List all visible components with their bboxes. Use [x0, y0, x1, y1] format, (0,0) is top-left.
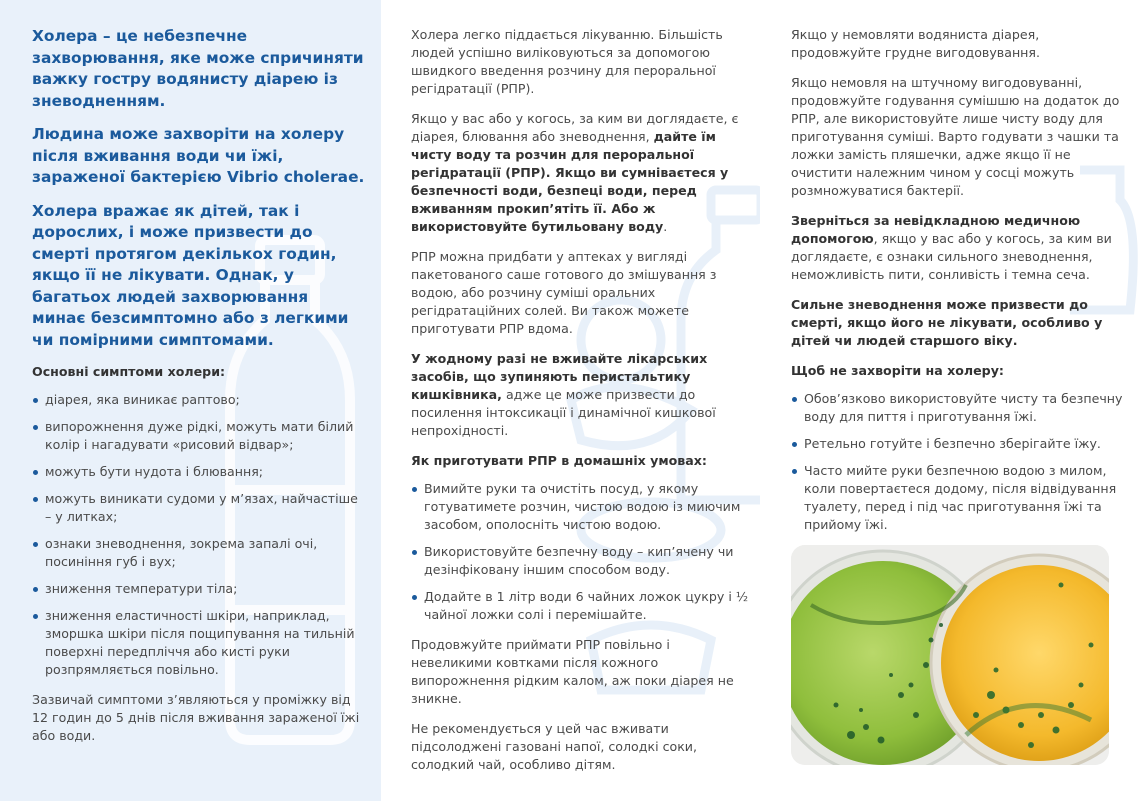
list-item: зниження еластичності шкіри, наприклад, зморшка шкіри після пощипування на тильній поверхні передпліччя або кисті руки розпрямляється повільно. [32, 607, 365, 679]
breastfeeding-text: Якщо у немовляти водяниста діарея, продовжуйте грудне вигодовування. [791, 27, 1040, 60]
intro-lead-3: Холера вражає як дітей, так і дорослих, і може призвести до смерті протягом декількох годин, якщо її не лікувати. Однак, у багатьох людей захворювання минає безсимптомно або з легкими чи помірними симптомами. [32, 201, 349, 349]
treatment-intro: Холера легко піддається лікуванню. Більшість людей успішно виліковуються за допомогою швидкого введення розчину для пероральної регідратації (РПР). [411, 27, 723, 96]
seek-care-paragraph [791, 212, 1129, 284]
list-item: Використовуйте безпечну воду – кип’ячену чи дезінфіковану іншим способом воду. [411, 543, 750, 579]
dehydration-warning [791, 296, 1129, 350]
list-item: Вимийте руки та очистіть посуд, у якому готуватимете розчин, чистою водою із миючим засобом, ополосніть чистою водою. [411, 480, 750, 534]
list-item: Ретельно готуйте і безпечно зберігайте їжу. [791, 435, 1129, 453]
list-item: можуть бути нудота і блювання; [32, 463, 365, 481]
prevention-heading: Щоб не захворіти на холеру: [791, 363, 1004, 378]
care-paragraph [411, 110, 750, 236]
list-item: Додайте в 1 літр води 6 чайних ложок цукру і ½ чайної ложки солі і перемішайте. [411, 588, 750, 624]
list-item: діарея, яка виникає раптово; [32, 391, 365, 409]
warning-emphasis: У жодному разі не вживайте лікарських засобів, що зупиняють перистальтику кишківника, [411, 351, 708, 402]
left-column [0, 0, 381, 801]
list-item: випорожнення дуже рідкі, можуть мати білий колір і нагадувати «рисовий відвар»; [32, 418, 365, 454]
care-end: . [663, 219, 668, 234]
list-item: Часто мийте руки безпечною водою з милом, коли повертаєтеся додому, після відвідування туалету, перед і під час приготування їжі та прийому їжі. [791, 462, 1129, 534]
formula-feeding-text: Якщо немовля на штучному вигодовуванні, продовжуйте годування сумішшю на додаток до РПР, але використовуйте лише чисту воду для приготування суміші. Варто годувати з чашки та ложки замість пляшечки, адже якщо її не очистити належним чином у сосці можуть розмножуватися бактерії. [791, 75, 1120, 198]
seek-care-emphasis: Зверніться за невідкладною медичною допомогою [791, 213, 1081, 246]
symptoms-heading: Основні симптоми холери: [32, 364, 226, 379]
ors-heading: Як приготувати РПР в домашніх умовах: [411, 453, 707, 468]
care-text: Якщо у вас або у когось, за ким ви доглядаєте, є діарея, блювання або зневоднення, [411, 111, 739, 144]
list-item: ознаки зневоднення, зокрема запалі очі, посиніння губ і вух; [32, 535, 365, 571]
prevention-list [791, 390, 1129, 534]
seek-care-text: , якщо у вас або у когось, за ким ви доглядаєте, є ознаки сильного зневоднення, неможливість пити, сонливість і темна сеча. [791, 231, 1112, 282]
list-item: Обов’язково використовуйте чисту та безпечну воду для пиття і приготування їжі. [791, 390, 1129, 426]
petri-dish-photo [791, 545, 1109, 765]
warning-paragraph [411, 350, 750, 440]
care-emphasis: дайте їм чисту воду та розчин для пероральної регідратації (РПР). Якщо ви сумніваєтеся у безпечності води, безпеці води, перед вживанням прокип’ятіть її. Або ж використовуйте бутильовану воду [411, 129, 729, 234]
symptoms-list [32, 391, 365, 679]
ors-continue-text: Продовжуйте приймати РПР повільно і невеликими ковтками після кожного випорожнення рідким калом, аж поки діарея не зникне. [411, 637, 734, 706]
dehydration-warning-text: Сильне зневоднення може призвести до смерті, якщо його не лікувати, особливо у дітей чи людей старшого віку. [791, 297, 1103, 348]
intro-lead-2: Людина може захворіти на холеру після вживання води чи їжі, зараженої бактерією Vibrio cholerae. [32, 125, 365, 186]
intro-lead-1: Холера – це небезпечне захворювання, яке може спричиняти важку гостру водянисту діарею із зневодненням. [32, 27, 364, 110]
list-item: зниження температури тіла; [32, 580, 365, 598]
ors-availability-text: РПР можна придбати у аптеках у вигляді пакетованого саше готового до змішування з водою, або розчину суміші оральних регідратаційних солей. Ви також можете приготувати РПР вдома. [411, 249, 717, 336]
ors-steps-list [411, 480, 750, 624]
symptoms-onset-text: Зазвичай симптоми з’являються у проміжку від 12 годин до 5 днів після вживання зараженої їжі або води. [32, 692, 360, 743]
middle-column [381, 0, 760, 801]
sweet-drinks-text: Не рекомендується у цей час вживати підсолоджені газовані напої, солодкі соки, солодкий чай, особливо дітям. [411, 721, 697, 772]
warning-text: адже це може призвести до посилення інтоксикації і динамічної кишкової непрохідності. [411, 387, 716, 438]
list-item: можуть виникати судоми у м’язах, найчастіше – у литках; [32, 490, 365, 526]
